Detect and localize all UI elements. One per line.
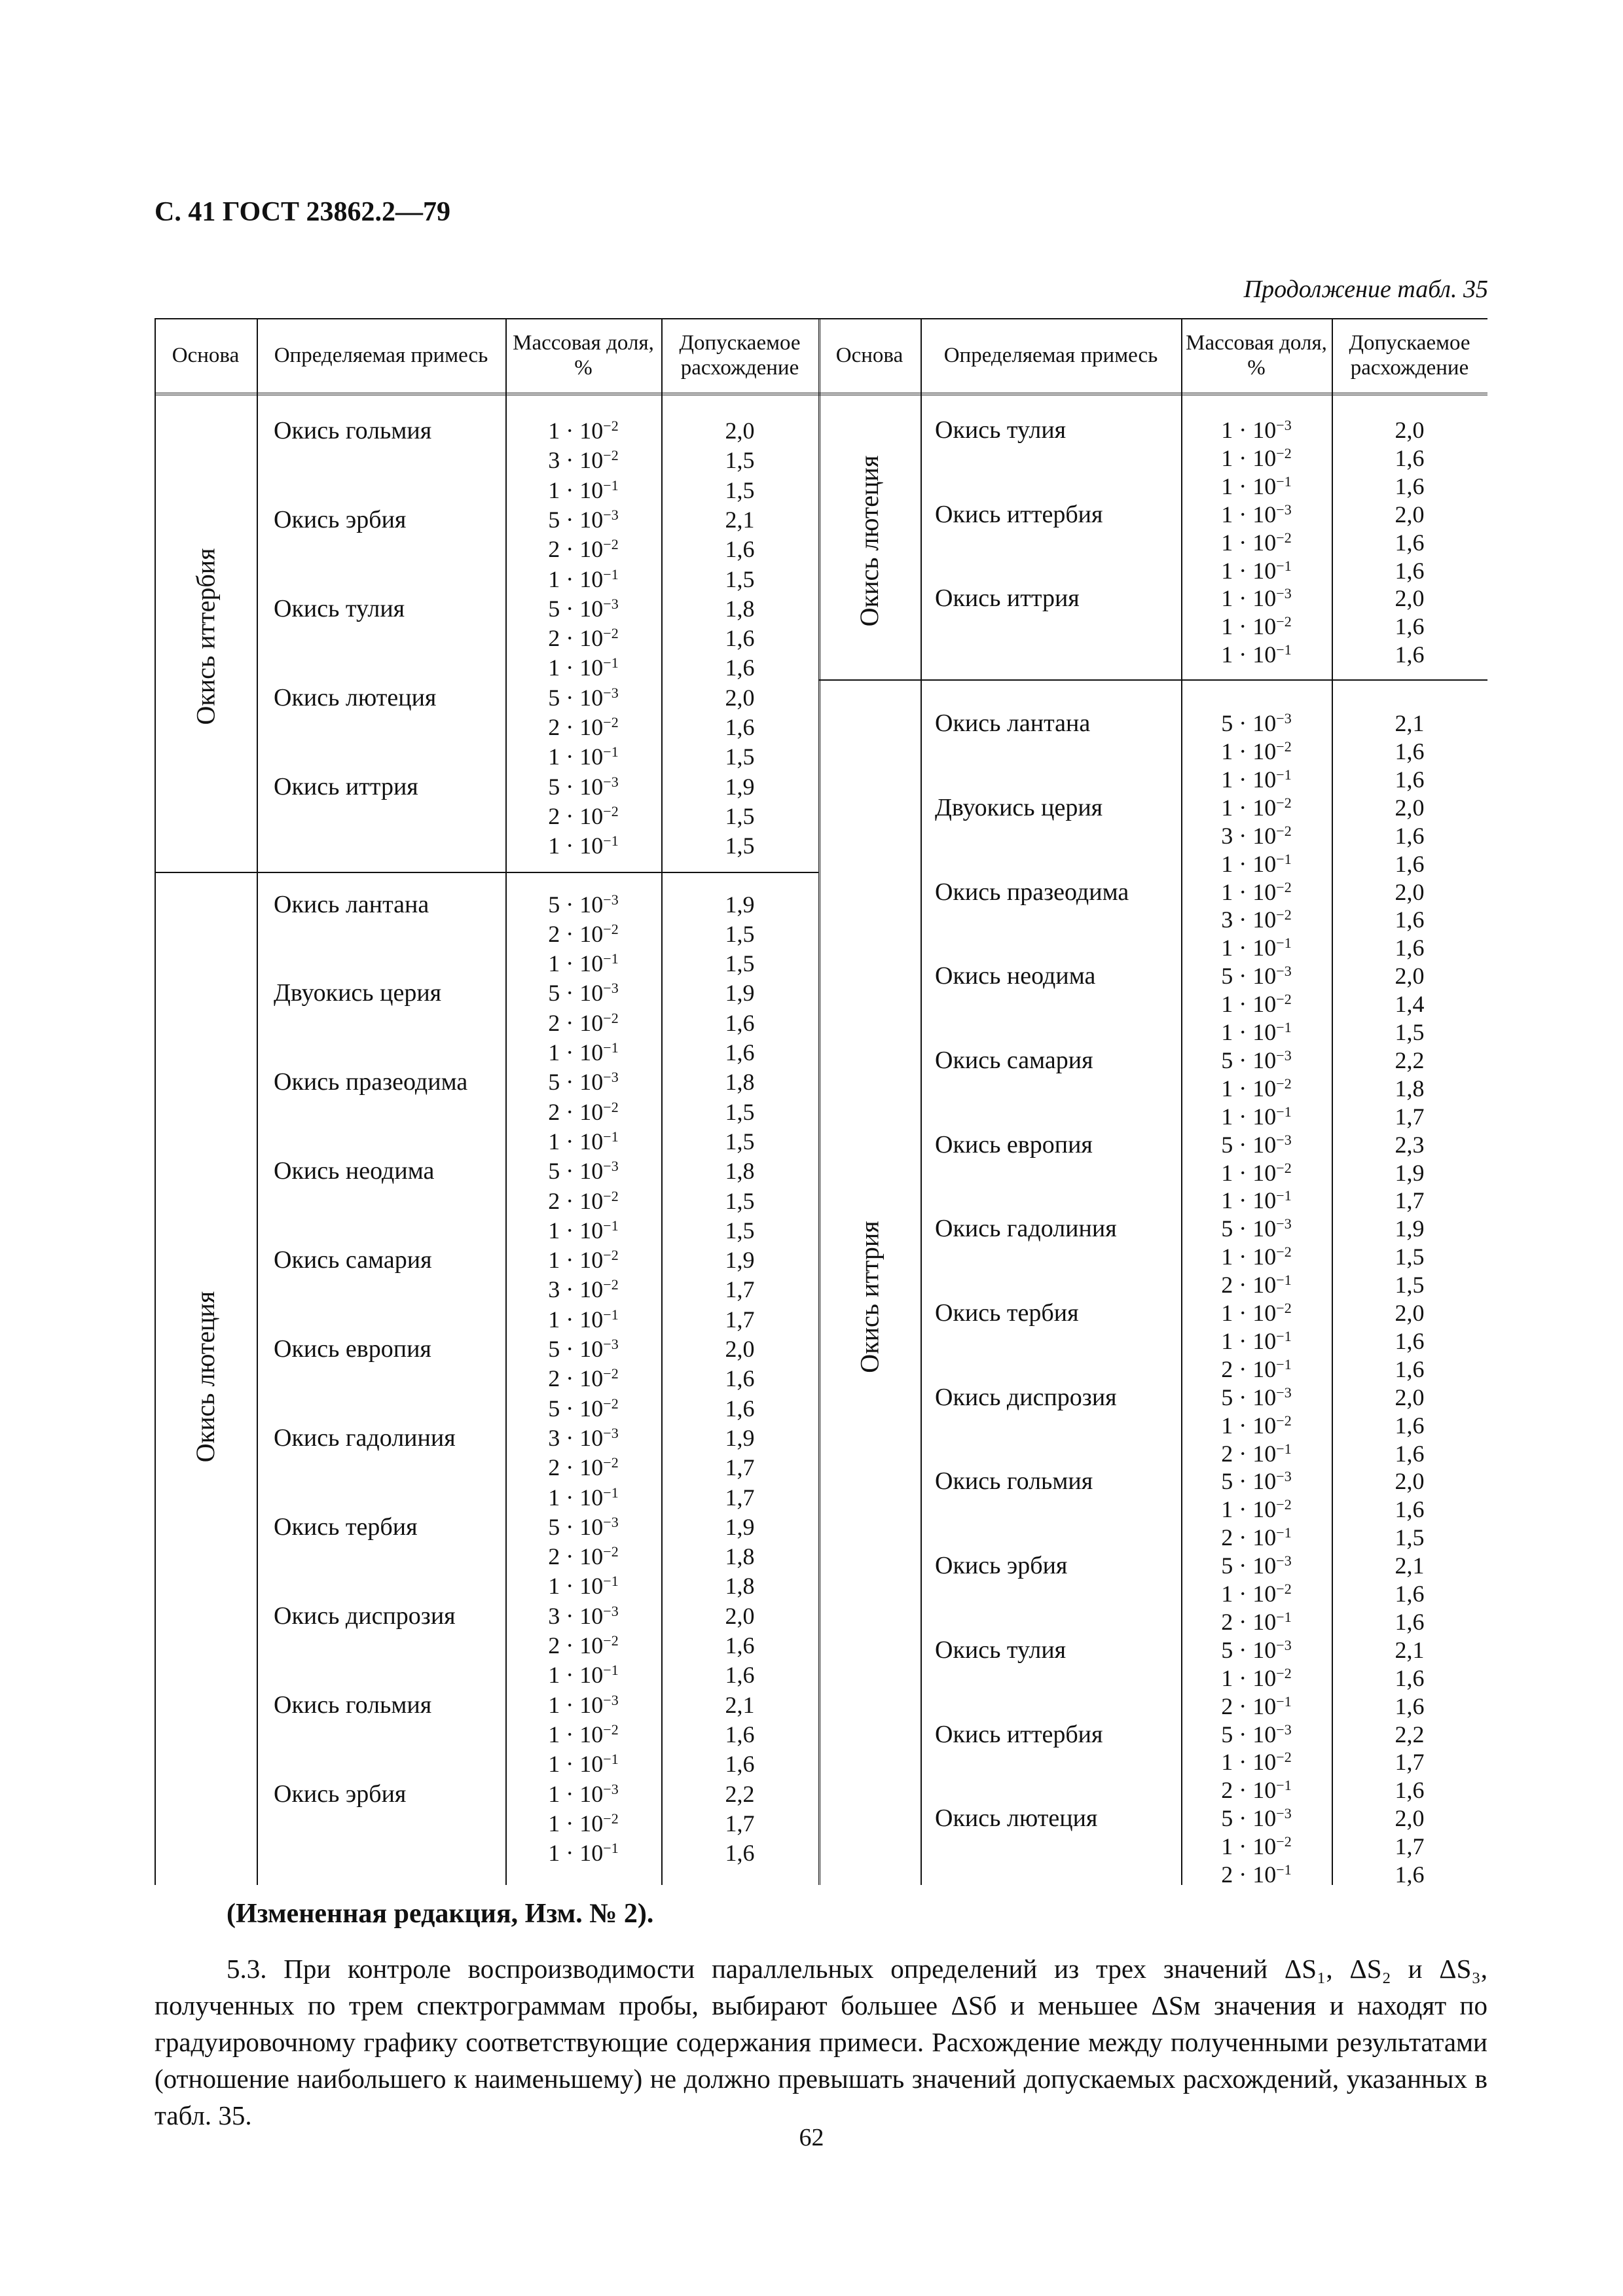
impurity-name: Окись эрбия <box>935 1552 1068 1580</box>
tolerance-value: 1,9 <box>725 773 755 800</box>
mass-fraction-value: $5 \cdot 10^{-3}$ <box>548 891 619 918</box>
tolerance-value: 1,5 <box>725 1098 755 1125</box>
tolerance-value: 1,6 <box>725 1632 755 1659</box>
mass-fraction-value: $2 \cdot 10^{-1}$ <box>1221 1272 1292 1299</box>
mass-fraction-value: $1 \cdot 10^{-2}$ <box>1221 1075 1292 1102</box>
tolerance-value: 1,9 <box>725 1424 755 1451</box>
impurity-name: Окись самария <box>935 1046 1093 1074</box>
tolerance-value: 1,6 <box>725 1721 755 1748</box>
tolerance-value: 2,1 <box>1395 710 1425 737</box>
mass-fraction-value: $5 \cdot 10^{-3}$ <box>1221 1384 1292 1410</box>
tolerance-value: 2,0 <box>1395 878 1425 905</box>
tolerance-value: 1,5 <box>1395 1524 1425 1551</box>
mass-fraction-value: $5 \cdot 10^{-3}$ <box>1221 1468 1292 1495</box>
tolerance-value: 2,2 <box>1395 1047 1425 1073</box>
impurity-name: Окись гадолиния <box>935 1215 1117 1243</box>
tolerance-value: 2,1 <box>725 1691 755 1718</box>
tolerance-value: 1,6 <box>1395 557 1425 584</box>
mass-fraction-value: $5 \cdot 10^{-3}$ <box>1221 710 1292 737</box>
mass-fraction-value: $2 \cdot 10^{-2}$ <box>548 625 619 652</box>
impurity-name: Окись эрбия <box>274 505 407 533</box>
mass-fraction-value: $1 \cdot 10^{-2}$ <box>1221 1833 1292 1860</box>
mass-fraction-value: $1 \cdot 10^{-2}$ <box>1221 991 1292 1018</box>
impurity-name: Окись диспрозия <box>274 1602 456 1630</box>
impurity-name: Окись эрбия <box>274 1780 407 1808</box>
mass-fraction-value: $2 \cdot 10^{-2}$ <box>548 1098 619 1125</box>
tolerance-value: 1,6 <box>1395 850 1425 877</box>
impurity-name: Двуокись церия <box>935 793 1103 821</box>
impurity-name: Окись тулия <box>274 594 405 622</box>
tolerance-value: 1,6 <box>725 655 755 681</box>
tolerance-value: 1,5 <box>725 476 755 503</box>
impurity-name: Окись празеодима <box>274 1068 468 1096</box>
table-right-half <box>818 318 1487 1888</box>
tolerance-value: 1,6 <box>725 714 755 740</box>
header-osnova: Основа <box>172 344 240 367</box>
tolerance-value: 1,7 <box>725 1306 755 1333</box>
tolerance-value: 1,8 <box>725 595 755 622</box>
base-oxide-label <box>155 406 257 868</box>
mass-fraction-value: $5 \cdot 10^{-3}$ <box>1221 1047 1292 1073</box>
impurity-name: Окись иттрия <box>935 584 1080 613</box>
mass-fraction-value: $3 \cdot 10^{-2}$ <box>548 1276 619 1303</box>
mass-fraction-value: $1 \cdot 10^{-1}$ <box>1221 1327 1292 1354</box>
base-oxide-text: Окись лютеция <box>854 455 884 626</box>
impurity-name: Окись иттербия <box>935 500 1103 528</box>
mass-fraction-value: $2 \cdot 10^{-2}$ <box>548 920 619 947</box>
tolerance-value: 2,0 <box>725 418 755 444</box>
tolerance-value: 1,7 <box>725 1484 755 1511</box>
tolerance-value: 1,5 <box>725 1217 755 1244</box>
mass-fraction-value: $2 \cdot 10^{-2}$ <box>548 1543 619 1570</box>
table-35 <box>155 318 1487 1888</box>
mass-fraction-value: $1 \cdot 10^{-1}$ <box>548 565 619 592</box>
mass-fraction-value: $3 \cdot 10^{-2}$ <box>1221 822 1292 849</box>
tolerance-value: 2,0 <box>725 684 755 711</box>
mass-fraction-value: $1 \cdot 10^{-3}$ <box>548 1691 619 1718</box>
tolerance-value: 1,6 <box>1395 1327 1425 1354</box>
mass-fraction-value: $1 \cdot 10^{-2}$ <box>548 1810 619 1837</box>
tolerance-value: 1,6 <box>725 1039 755 1066</box>
mass-fraction-value: $1 \cdot 10^{-1}$ <box>548 1217 619 1244</box>
tolerance-value: 1,6 <box>1395 444 1425 471</box>
tolerance-value: 1,6 <box>725 1395 755 1422</box>
impurity-name: Окись диспрозия <box>935 1383 1117 1411</box>
mass-fraction-value: $2 \cdot 10^{-1}$ <box>1221 1524 1292 1551</box>
tolerance-value: 1,9 <box>725 1247 755 1274</box>
mass-fraction-value: $5 \cdot 10^{-3}$ <box>548 1158 619 1185</box>
header-tolerance: Допускаемое расхождение <box>1349 331 1470 380</box>
tolerance-value: 1,9 <box>725 891 755 918</box>
impurity-name: Окись лантана <box>274 890 429 918</box>
mass-fraction-value: $2 \cdot 10^{-1}$ <box>1221 1693 1292 1719</box>
tolerance-value: 1,6 <box>725 1840 755 1867</box>
impurity-name: Окись лютеция <box>274 683 437 711</box>
mass-fraction-value: $1 \cdot 10^{-2}$ <box>1221 613 1292 640</box>
mass-fraction-value: $2 \cdot 10^{-2}$ <box>548 1365 619 1392</box>
group-separator <box>155 872 818 873</box>
tolerance-value: 1,6 <box>1395 1608 1425 1635</box>
tolerance-value: 2,0 <box>1395 1300 1425 1326</box>
impurity-name: Окись европия <box>274 1335 431 1363</box>
tolerance-value: 1,6 <box>1395 1693 1425 1719</box>
tolerance-value: 1,5 <box>725 1187 755 1214</box>
tolerance-value: 1,8 <box>725 1573 755 1600</box>
tolerance-value: 1,6 <box>1395 935 1425 961</box>
mass-fraction-value: $1 \cdot 10^{-2}$ <box>1221 738 1292 764</box>
mass-fraction-value: $2 \cdot 10^{-2}$ <box>548 1009 619 1036</box>
tolerance-value: 1,6 <box>1395 641 1425 668</box>
tolerance-value: 1,7 <box>725 1810 755 1837</box>
mass-fraction-value: $2 \cdot 10^{-1}$ <box>1221 1861 1292 1888</box>
mass-fraction-value: $5 \cdot 10^{-3}$ <box>548 506 619 533</box>
mass-fraction-value: $1 \cdot 10^{-1}$ <box>548 1840 619 1867</box>
mass-fraction-value: $1 \cdot 10^{-2}$ <box>1221 1496 1292 1523</box>
tolerance-value: 1,5 <box>725 950 755 977</box>
tolerance-value: 1,6 <box>725 1365 755 1392</box>
tolerance-value: 1,6 <box>1395 613 1425 640</box>
mass-fraction-value: $2 \cdot 10^{-1}$ <box>1221 1440 1292 1467</box>
mass-fraction-value: $5 \cdot 10^{-3}$ <box>1221 963 1292 990</box>
mass-fraction-value: $2 \cdot 10^{-2}$ <box>548 714 619 740</box>
mass-fraction-value: $5 \cdot 10^{-3}$ <box>1221 1131 1292 1158</box>
mass-fraction-value: $3 \cdot 10^{-2}$ <box>548 447 619 474</box>
mass-fraction-value: $1 \cdot 10^{-1}$ <box>548 1039 619 1066</box>
mass-fraction-value: $1 \cdot 10^{-1}$ <box>548 1484 619 1511</box>
impurity-name: Окись иттербия <box>935 1720 1103 1748</box>
tolerance-value: 2,0 <box>1395 585 1425 612</box>
base-oxide-label <box>818 406 921 675</box>
tolerance-value: 1,9 <box>1395 1159 1425 1186</box>
tolerance-value: 1,6 <box>1395 766 1425 793</box>
mass-fraction-value: $1 \cdot 10^{-3}$ <box>1221 585 1292 612</box>
mass-fraction-value: $1 \cdot 10^{-2}$ <box>548 418 619 444</box>
impurity-name: Окись лантана <box>935 709 1091 738</box>
group-separator <box>818 679 1487 681</box>
impurity-name: Окись гольмия <box>274 417 432 444</box>
mass-fraction-value: $1 \cdot 10^{-2}$ <box>1221 1300 1292 1326</box>
mass-fraction-value: $1 \cdot 10^{-1}$ <box>548 1573 619 1600</box>
tolerance-value: 1,9 <box>725 1513 755 1540</box>
tolerance-value: 1,6 <box>1395 906 1425 933</box>
tolerance-value: 1,8 <box>1395 1075 1425 1102</box>
mass-fraction-value: $1 \cdot 10^{-2}$ <box>1221 529 1292 556</box>
mass-fraction-value: $5 \cdot 10^{-3}$ <box>548 1513 619 1540</box>
tolerance-value: 1,6 <box>1395 1355 1425 1382</box>
impurity-name: Окись европия <box>935 1130 1093 1158</box>
mass-fraction-value: $5 \cdot 10^{-3}$ <box>548 1336 619 1362</box>
mass-fraction-value: $1 \cdot 10^{-1}$ <box>1221 473 1292 499</box>
mass-fraction-value: $1 \cdot 10^{-1}$ <box>548 1751 619 1778</box>
mass-fraction-value: $5 \cdot 10^{-3}$ <box>548 595 619 622</box>
mass-fraction-value: $1 \cdot 10^{-2}$ <box>1221 1244 1292 1270</box>
mass-fraction-value: $2 \cdot 10^{-2}$ <box>548 802 619 829</box>
tolerance-value: 1,7 <box>725 1454 755 1481</box>
mass-fraction-value: $1 \cdot 10^{-1}$ <box>548 1662 619 1689</box>
mass-fraction-value: $1 \cdot 10^{-1}$ <box>1221 766 1292 793</box>
impurity-name: Окись гадолиния <box>274 1424 456 1452</box>
tolerance-value: 2,0 <box>1395 417 1425 443</box>
mass-fraction-value: $2 \cdot 10^{-2}$ <box>548 1187 619 1214</box>
tolerance-value: 1,5 <box>725 565 755 592</box>
mass-fraction-value: $5 \cdot 10^{-3}$ <box>548 684 619 711</box>
tolerance-value: 1,6 <box>1395 1496 1425 1523</box>
mass-fraction-value: $1 \cdot 10^{-2}$ <box>548 1247 619 1274</box>
tolerance-value: 1,8 <box>725 1158 755 1185</box>
page-number: 62 <box>799 2124 824 2151</box>
tolerance-value: 1,9 <box>1395 1215 1425 1242</box>
tolerance-value: 1,7 <box>1395 1833 1425 1860</box>
impurity-name: Окись гольмия <box>935 1467 1093 1496</box>
mass-fraction-value: $2 \cdot 10^{-2}$ <box>548 1632 619 1659</box>
tolerance-value: 1,6 <box>1395 1440 1425 1467</box>
tolerance-value: 2,3 <box>1395 1131 1425 1158</box>
impurity-name: Окись иттрия <box>274 772 418 800</box>
mass-fraction-value: $3 \cdot 10^{-2}$ <box>1221 906 1292 933</box>
tolerance-value: 1,8 <box>725 1543 755 1570</box>
header-osnova: Основа <box>835 344 903 367</box>
header-tolerance: Допускаемое расхождение <box>679 331 801 380</box>
tolerance-value: 1,6 <box>1395 1581 1425 1607</box>
mass-fraction-value: $5 \cdot 10^{-3}$ <box>548 980 619 1007</box>
mass-fraction-value: $2 \cdot 10^{-2}$ <box>548 536 619 563</box>
tolerance-value: 2,2 <box>1395 1721 1425 1748</box>
impurity-name: Окись тербия <box>935 1299 1079 1327</box>
header-impurity: Определяемая примесь <box>943 344 1158 367</box>
table-left-half <box>155 318 820 1885</box>
tolerance-value: 1,9 <box>725 980 755 1007</box>
tolerance-value: 1,5 <box>725 1128 755 1155</box>
tolerance-value: 2,2 <box>725 1780 755 1807</box>
mass-fraction-value: $5 \cdot 10^{-3}$ <box>1221 1805 1292 1832</box>
mass-fraction-value: $5 \cdot 10^{-3}$ <box>1221 1215 1292 1242</box>
mass-fraction-value: $5 \cdot 10^{-3}$ <box>1221 1636 1292 1663</box>
mass-fraction-value: $1 \cdot 10^{-1}$ <box>1221 935 1292 961</box>
mass-fraction-value: $5 \cdot 10^{-3}$ <box>1221 1552 1292 1579</box>
mass-fraction-value: $1 \cdot 10^{-2}$ <box>1221 1581 1292 1607</box>
tolerance-value: 2,1 <box>1395 1552 1425 1579</box>
tolerance-value: 1,5 <box>1395 1272 1425 1299</box>
base-oxide-text: Окись иттербия <box>191 548 221 725</box>
tolerance-value: 1,8 <box>725 1069 755 1096</box>
base-oxide-label <box>155 880 257 1875</box>
tolerance-value: 1,6 <box>725 1009 755 1036</box>
impurity-name: Окись тулия <box>935 1636 1067 1664</box>
tolerance-value: 2,0 <box>1395 501 1425 528</box>
mass-fraction-value: $1 \cdot 10^{-1}$ <box>1221 1103 1292 1130</box>
mass-fraction-value: $2 \cdot 10^{-1}$ <box>1221 1608 1292 1635</box>
tolerance-value: 2,0 <box>1395 1468 1425 1495</box>
tolerance-value: 1,5 <box>725 802 755 829</box>
tolerance-value: 1,5 <box>725 744 755 770</box>
tolerance-value: 1,7 <box>1395 1103 1425 1130</box>
table-continuation-note: Продолжение табл. 35 <box>1243 276 1488 303</box>
tolerance-value: 2,0 <box>1395 963 1425 990</box>
tolerance-value: 1,6 <box>1395 1664 1425 1691</box>
mass-fraction-value: $1 \cdot 10^{-2}$ <box>1221 444 1292 471</box>
mass-fraction-value: $1 \cdot 10^{-1}$ <box>1221 557 1292 584</box>
tolerance-value: 1,6 <box>1395 1412 1425 1439</box>
tolerance-value: 1,6 <box>1395 822 1425 849</box>
tolerance-value: 1,6 <box>1395 1861 1425 1888</box>
mass-fraction-value: $5 \cdot 10^{-3}$ <box>1221 1721 1292 1748</box>
mass-fraction-value: $5 \cdot 10^{-3}$ <box>548 773 619 800</box>
impurity-name: Окись тулия <box>935 416 1067 444</box>
tolerance-value: 1,5 <box>725 920 755 947</box>
tolerance-value: 1,5 <box>725 447 755 474</box>
tolerance-value: 1,5 <box>1395 1019 1425 1045</box>
mass-fraction-value: $2 \cdot 10^{-1}$ <box>1221 1777 1292 1804</box>
mass-fraction-value: $5 \cdot 10^{-2}$ <box>548 1395 619 1422</box>
mass-fraction-value: $2 \cdot 10^{-1}$ <box>1221 1355 1292 1382</box>
mass-fraction-value: $3 \cdot 10^{-3}$ <box>548 1424 619 1451</box>
tolerance-value: 1,6 <box>1395 529 1425 556</box>
tolerance-value: 2,0 <box>1395 1384 1425 1410</box>
mass-fraction-value: $1 \cdot 10^{-1}$ <box>548 1128 619 1155</box>
tolerance-value: 2,0 <box>1395 794 1425 821</box>
tolerance-value: 1,6 <box>1395 473 1425 499</box>
mass-fraction-value: $1 \cdot 10^{-1}$ <box>1221 641 1292 668</box>
tolerance-value: 1,7 <box>725 1276 755 1303</box>
mass-fraction-value: $1 \cdot 10^{-3}$ <box>1221 501 1292 528</box>
tolerance-value: 2,1 <box>725 506 755 533</box>
mass-fraction-value: $1 \cdot 10^{-2}$ <box>1221 878 1292 905</box>
mass-fraction-value: $1 \cdot 10^{-2}$ <box>1221 1159 1292 1186</box>
header-mass-fraction: Массовая доля, % <box>513 331 654 380</box>
tolerance-value: 2,0 <box>1395 1805 1425 1832</box>
tolerance-value: 2,0 <box>725 1602 755 1629</box>
impurity-name: Окись гольмия <box>274 1691 432 1719</box>
mass-fraction-value: $1 \cdot 10^{-2}$ <box>1221 1412 1292 1439</box>
impurity-name: Окись празеодима <box>935 878 1129 906</box>
tolerance-value: 1,6 <box>725 1751 755 1778</box>
header-mass-fraction: Массовая доля, % <box>1186 331 1327 380</box>
impurity-name: Двуокись церия <box>274 979 442 1007</box>
impurity-name: Окись неодима <box>274 1157 435 1185</box>
mass-fraction-value: $3 \cdot 10^{-3}$ <box>548 1602 619 1629</box>
tolerance-value: 1,4 <box>1395 991 1425 1018</box>
base-oxide-label <box>818 699 921 1895</box>
tolerance-value: 1,6 <box>725 1662 755 1689</box>
tolerance-value: 1,7 <box>1395 1187 1425 1214</box>
impurity-name: Окись неодима <box>935 962 1096 990</box>
mass-fraction-value: $1 \cdot 10^{-1}$ <box>1221 1019 1292 1045</box>
mass-fraction-value: $1 \cdot 10^{-3}$ <box>548 1780 619 1807</box>
mass-fraction-value: $1 \cdot 10^{-2}$ <box>1221 794 1292 821</box>
mass-fraction-value: $1 \cdot 10^{-1}$ <box>1221 1187 1292 1214</box>
base-oxide-text: Окись лютеция <box>191 1291 221 1463</box>
tolerance-value: 1,7 <box>1395 1749 1425 1776</box>
mass-fraction-value: $1 \cdot 10^{-1}$ <box>1221 850 1292 877</box>
mass-fraction-value: $1 \cdot 10^{-2}$ <box>548 1721 619 1748</box>
page-header: С. 41 ГОСТ 23862.2—79 <box>155 197 451 227</box>
base-oxide-text: Окись иттрия <box>854 1221 884 1374</box>
amendment-note: (Измененная редакция, Изм. № 2). <box>227 1899 654 1929</box>
tolerance-value: 1,6 <box>1395 1777 1425 1804</box>
mass-fraction-value: $1 \cdot 10^{-3}$ <box>1221 417 1292 443</box>
tolerance-value: 2,0 <box>725 1336 755 1362</box>
impurity-name: Окись тербия <box>274 1513 418 1541</box>
paragraph-5-3: 5.3. При контроле воспроизводимости параллельных определений из трех значений ΔS₁, ΔS₂ и ΔS₃, полученных по трем спектрограммам пробы, выбирают большее ΔSб и меньшее ΔSм значения и находят по градуировочному графику соответствующие содержания примеси. Расхождение между полученными результатами (отношение наибольшего к наименьшему) не должно превышать значений допускаемых расхождений, указанных в табл. 35. <box>155 1954 1488 2130</box>
mass-fraction-value: $1 \cdot 10^{-1}$ <box>548 833 619 859</box>
mass-fraction-value: $1 \cdot 10^{-1}$ <box>548 1306 619 1333</box>
impurity-name: Окись самария <box>274 1246 432 1274</box>
mass-fraction-value: $1 \cdot 10^{-1}$ <box>548 655 619 681</box>
tolerance-value: 1,6 <box>725 536 755 563</box>
mass-fraction-value: $1 \cdot 10^{-2}$ <box>1221 1664 1292 1691</box>
mass-fraction-value: $2 \cdot 10^{-2}$ <box>548 1454 619 1481</box>
tolerance-value: 1,6 <box>1395 738 1425 764</box>
mass-fraction-value: $1 \cdot 10^{-2}$ <box>1221 1749 1292 1776</box>
mass-fraction-value: $1 \cdot 10^{-1}$ <box>548 744 619 770</box>
mass-fraction-value: $1 \cdot 10^{-1}$ <box>548 476 619 503</box>
mass-fraction-value: $5 \cdot 10^{-3}$ <box>548 1069 619 1096</box>
tolerance-value: 2,1 <box>1395 1636 1425 1663</box>
tolerance-value: 1,6 <box>725 625 755 652</box>
impurity-name: Окись лютеция <box>935 1804 1098 1833</box>
mass-fraction-value: $1 \cdot 10^{-1}$ <box>548 950 619 977</box>
header-impurity: Определяемая примесь <box>274 344 488 367</box>
tolerance-value: 1,5 <box>725 833 755 859</box>
tolerance-value: 1,5 <box>1395 1244 1425 1270</box>
